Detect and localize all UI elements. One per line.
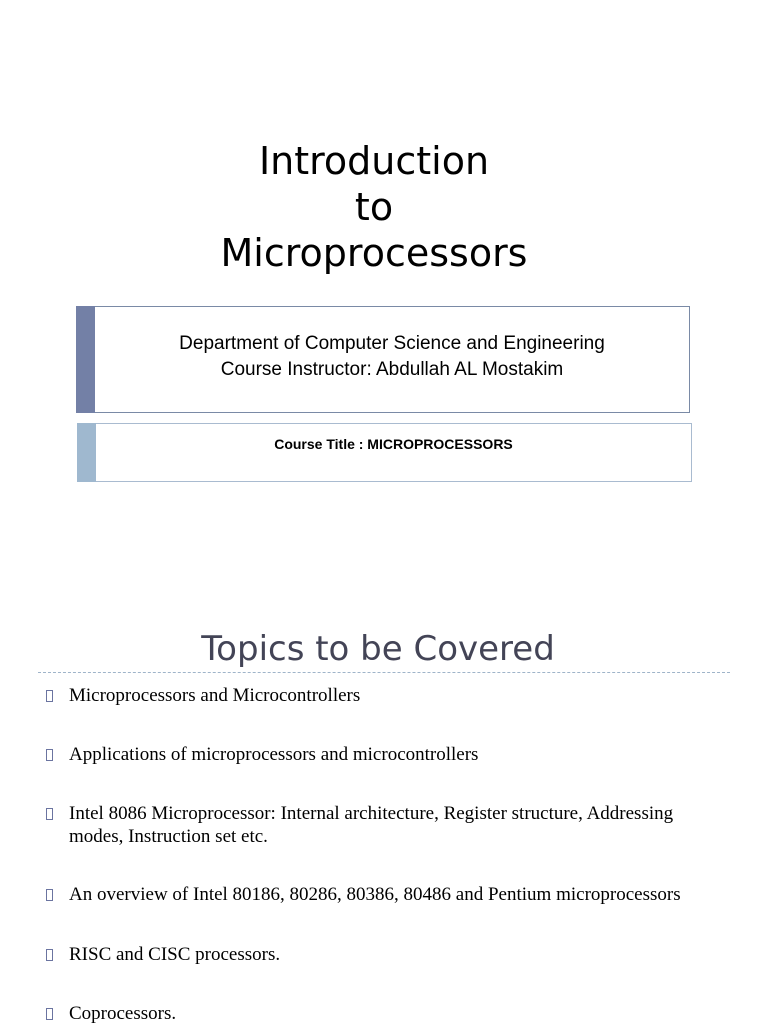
department-label: Department of Computer Science and Engineering: [179, 333, 605, 354]
square-bullet-icon: [46, 690, 53, 702]
square-bullet-icon: [46, 749, 53, 761]
course-title-box: [77, 423, 692, 482]
course-title-label: Course Title : MICROPROCESSORS: [274, 436, 513, 452]
department-info-box: [76, 306, 690, 413]
slide-title: [0, 138, 748, 276]
topic-text: An overview of Intel 80186, 80286, 80386, 80486 and Pentium microprocessors: [69, 884, 681, 905]
topic-text: RISC and CISC processors.: [69, 944, 281, 965]
topic-text: Coprocessors.: [69, 1003, 177, 1024]
topics-heading: Topics to be Covered: [201, 629, 555, 669]
square-bullet-icon: [46, 949, 53, 961]
info-box-text: [95, 331, 689, 383]
topic-text: Intel 8086 Microprocessor: Internal architecture, Register structure, Addressing modes, Instruction set etc.: [69, 803, 674, 847]
topic-text: Applications of microprocessors and microcontrollers: [69, 744, 479, 765]
course-box-accent-bar: [77, 423, 96, 482]
info-box-accent-bar: [76, 306, 95, 413]
title-line: Microprocessors: [220, 231, 528, 275]
square-bullet-icon: [46, 889, 53, 901]
heading-divider: [38, 672, 730, 673]
square-bullet-icon: [46, 808, 53, 820]
topic-text: Microprocessors and Microcontrollers: [69, 685, 361, 706]
title-line: Introduction: [258, 139, 490, 183]
square-bullet-icon: [46, 1008, 53, 1020]
title-line: to: [354, 185, 394, 229]
instructor-label: Course Instructor: Abdullah AL Mostakim: [220, 359, 564, 380]
